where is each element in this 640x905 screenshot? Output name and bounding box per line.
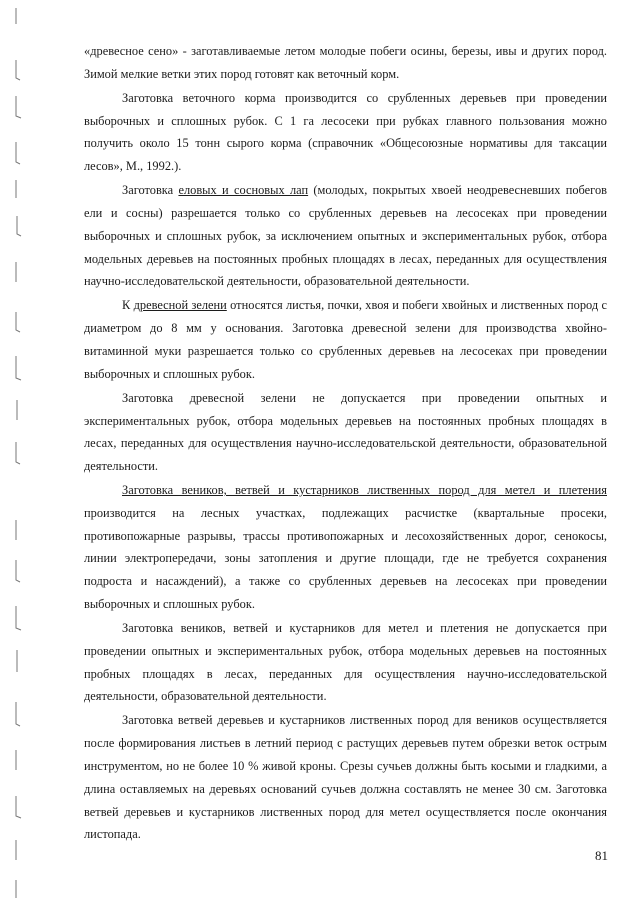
text-run: К bbox=[122, 298, 134, 313]
paragraph bbox=[84, 40, 607, 86]
text-run: Заготовка древесной зелени не допускается при проведении опытных и экспериментальных рубок, отбора модельных деревьев на постоянных пробных площадях в лесах, переданных для осуществления научно-исследовательской деятельности, образовательной деятельности. bbox=[84, 390, 607, 474]
underlined-term: Заготовка веников, ветвей и кустарников лиственных пород для метел и плетения bbox=[122, 483, 607, 498]
text-run: (молодых, покрытых хвоей неодревесневших побегов ели и сосны) разрешается только со срубленных деревьев на лесосеках при проведении выборочных и сплошных рубок, за исключением опытных и экспериментальных рубок, отбора модельных деревьев на постоянных пробных площадях в лесах, переданных для осуществления научно-исследовательской деятельности, образовательной деятельности. bbox=[84, 183, 607, 289]
document-body bbox=[84, 40, 607, 847]
text-run: Заготовка веточного корма производится со срубленных деревьев при проведении выборочных и сплошных рубок. С 1 га лесосеки при рубках главного пользования можно получить около 15 тонн сырого корма (справочник «Общесоюзные нормативы для таксации лесов», М., 1992.). bbox=[84, 90, 607, 174]
paragraph bbox=[84, 87, 607, 178]
binding-margin-marks bbox=[0, 0, 40, 905]
paragraph bbox=[84, 479, 607, 616]
paragraph bbox=[84, 617, 607, 708]
text-run: «древесное сено» - заготавливаемые летом молодые побеги осины, березы, ивы и других пород. Зимой мелкие ветки этих пород готовят как веточный корм. bbox=[84, 44, 607, 81]
paragraph bbox=[84, 294, 607, 385]
page-number: 81 bbox=[595, 848, 608, 863]
text-run: относятся листья, почки, хвоя и побеги хвойных и лиственных пород с диаметром до 8 мм у основания. Заготовка древесной зелени для производства хвойно-витаминной муки разрешается только со срубленных деревьев на лесосеках при проведении выборочных и сплошных рубок. bbox=[84, 298, 607, 381]
paragraph bbox=[84, 179, 607, 293]
text-run: Заготовка веников, ветвей и кустарников для метел и плетения не допускается при проведении опытных и экспериментальных рубок, отбора модельных деревьев на постоянных пробных площадях в лесах, переданных для осуществления научно-исследовательской деятельности, образовательной деятельности. bbox=[84, 621, 607, 704]
paragraph bbox=[84, 387, 607, 478]
text-run: Заготовка ветвей деревьев и кустарников лиственных пород для веников осуществляется после формирования листьев в летний период с растущих деревьев путем обрезки веток острым инструментом, но не более 10 % живой кроны. Срезы сучьев должны быть косыми и гладкими, а длина оставляемых на деревьях оснований сучьев должна составлять не менее 30 см. Заготовка ветвей деревьев и кустарников лиственных пород для метел осуществляется после окончания листопада. bbox=[84, 713, 607, 842]
underlined-term: еловых и сосновых лап bbox=[178, 183, 309, 198]
text-run: Заготовка bbox=[122, 183, 179, 198]
underlined-term: древесной зелени bbox=[133, 298, 227, 313]
text-run: производится на лесных участках, подлежащих расчистке (квартальные просеки, противопожарные разрывы, трассы противопожарных и лесохозяйственных дорог, сенокосы, линии электропередачи, зоны затопления и другие площади, где не требуется сохранения подроста и насаждений), а также со срубленных деревьев на лесосеках при проведении выборочных и сплошных рубок. bbox=[84, 505, 607, 612]
paragraph bbox=[84, 709, 607, 846]
